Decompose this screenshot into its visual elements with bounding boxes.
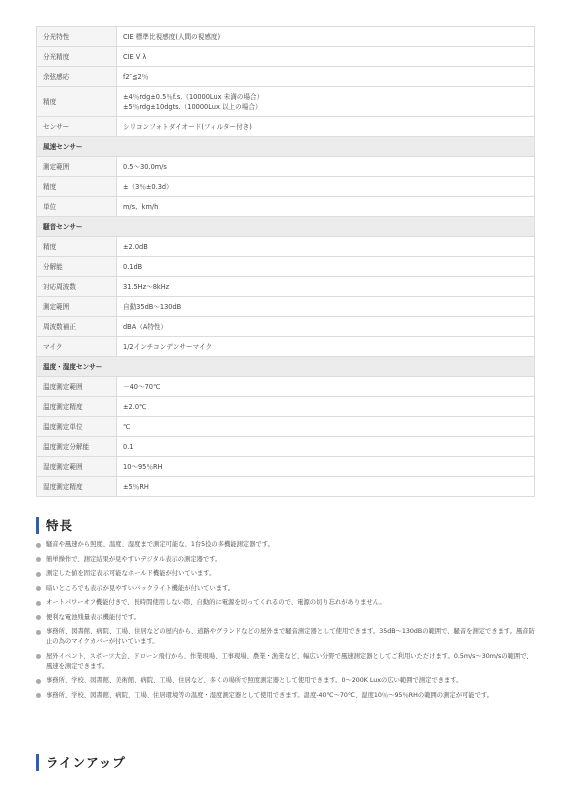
spec-value-line: ±5％RH (123, 482, 149, 491)
feature-item (36, 676, 536, 686)
features-list (36, 540, 536, 705)
spec-value (117, 337, 535, 357)
bullet-icon (36, 572, 41, 577)
spec-label: 精度 (37, 177, 117, 197)
spec-row (37, 47, 535, 67)
spec-row (37, 417, 535, 437)
spec-value-line: f2″≦2％ (123, 72, 149, 81)
spec-label: マイク (37, 337, 117, 357)
spec-value-line: ±2.0℃ (123, 402, 147, 411)
spec-value (117, 197, 535, 217)
spec-label: 余弦感応 (37, 67, 117, 87)
feature-item (36, 613, 536, 623)
feature-text: 事務所、学校、図書館、美術館、病院、工場、住居など、多くの場所で照度測定器として使用できます。0～200K Luxの広い範囲で測定できます。 (46, 677, 463, 684)
spec-row (37, 157, 535, 177)
bullet-icon (36, 557, 41, 562)
spec-table (36, 26, 535, 497)
bullet-icon (36, 586, 41, 591)
spec-label: センサー (37, 117, 117, 137)
feature-item (36, 584, 536, 594)
spec-value (117, 67, 535, 87)
spec-label: 湿度測定範囲 (37, 457, 117, 477)
spec-value (117, 27, 535, 47)
spec-value (117, 157, 535, 177)
spec-section-title: 温度・湿度センサー (37, 357, 535, 377)
spec-value (117, 377, 535, 397)
feature-text: 暗いところでも表示が見やすいバックライト機能が付いています。 (46, 584, 235, 592)
spec-row (37, 277, 535, 297)
spec-value (117, 237, 535, 257)
spec-value (117, 87, 535, 117)
spec-value-line: ±（3％±0.3d） (123, 182, 173, 191)
spec-value-line: 10～95％RH (123, 462, 163, 471)
spec-value-line: 自動35dB～130dB (123, 302, 182, 311)
feature-text: 便利な電池残量表示機能付です。 (46, 613, 140, 621)
spec-value-line: 0.5～30.0m/s (123, 162, 167, 171)
spec-value-line: ℃ (123, 422, 131, 431)
feature-text: 簡単操作で、測定結果が見やすいデジタル表示の測定器です。 (46, 555, 222, 563)
spec-value (117, 297, 535, 317)
spec-section-header (37, 217, 535, 237)
spec-row (37, 197, 535, 217)
spec-label: 測定範囲 (37, 297, 117, 317)
spec-label: 測定範囲 (37, 157, 117, 177)
spec-label: 分解能 (37, 257, 117, 277)
spec-label: 湿度測定精度 (37, 477, 117, 497)
spec-value (117, 417, 535, 437)
spec-label: 分光精度 (37, 47, 117, 67)
spec-value-line: 31.5Hz～8kHz (123, 282, 170, 291)
spec-value-line: m/s、km/h (123, 202, 159, 211)
spec-value (117, 437, 535, 457)
spec-label: 精度 (37, 237, 117, 257)
feature-item (36, 569, 536, 579)
feature-item (36, 627, 536, 647)
spec-row (37, 27, 535, 47)
spec-label: 温度測定分解能 (37, 437, 117, 457)
spec-label: 単位 (37, 197, 117, 217)
spec-section-title: 騒音センサー (37, 217, 535, 237)
heading-accent-bar (36, 754, 39, 771)
spec-section-header (37, 357, 535, 377)
feature-text: 騒音や風速から照度、温度、湿度まで測定可能な、1台5役の多機能測定器です。 (46, 541, 274, 548)
feature-text: 事務所、図書館、病院、工場、住居などの屋内から、道路やグランドなどの屋外まで騒音測定器として使用できます。35dB～130dBの範囲で、騒音を測定できます。風音防止の為のマイクカバーが付いています。 (46, 628, 535, 645)
bullet-icon (36, 615, 41, 620)
spec-value-line: 1/2インチコンデンサーマイク (123, 342, 213, 351)
spec-value (117, 317, 535, 337)
spec-value-line: シリコンフォトダイオード(フィルター付き) (123, 122, 252, 131)
spec-value-line: －40～70℃ (123, 382, 161, 391)
bullet-icon (36, 679, 41, 684)
features-heading (36, 516, 73, 534)
feature-item (36, 652, 536, 672)
spec-row (37, 177, 535, 197)
spec-row (37, 397, 535, 417)
spec-row (37, 337, 535, 357)
spec-value (117, 397, 535, 417)
spec-value-line: 0.1dB (123, 262, 143, 271)
bullet-icon (36, 630, 41, 635)
spec-label: 精度 (37, 87, 117, 117)
spec-label: 温度測定単位 (37, 417, 117, 437)
spec-value (117, 477, 535, 497)
bullet-icon (36, 693, 41, 698)
spec-value-line: ±4％rdg±0.5％f.s.（10000Lux 未満の場合） (123, 92, 264, 101)
feature-text: 測定した値を固定表示可能なホールド機能が付いています。 (46, 570, 216, 577)
spec-label: 温度測定精度 (37, 397, 117, 417)
heading-accent-bar (36, 517, 39, 534)
spec-row (37, 67, 535, 87)
spec-section-title: 風速センサー (37, 137, 535, 157)
spec-row (37, 237, 535, 257)
spec-label: 分光特性 (37, 27, 117, 47)
spec-value-line: dBA（A特性） (123, 322, 168, 331)
spec-row (37, 297, 535, 317)
spec-row (37, 377, 535, 397)
spec-value (117, 257, 535, 277)
spec-value-line: 0.1 (123, 442, 134, 451)
spec-value-line: ±5％rdg±10dgts.（10000Lux 以上の場合） (123, 102, 262, 111)
spec-row (37, 117, 535, 137)
spec-value (117, 457, 535, 477)
feature-item (36, 691, 536, 701)
bullet-icon (36, 601, 41, 606)
features-title: 特長 (46, 518, 74, 533)
spec-row (37, 457, 535, 477)
spec-row (37, 437, 535, 457)
spec-value (117, 117, 535, 137)
feature-text: オートパワーオフ機能付きで、長時間使用しない際、自動的に電源を切ってくれるので、電源の切り忘れがありません。 (46, 599, 386, 606)
lineup-title: ラインアップ (46, 755, 126, 770)
bullet-icon (36, 543, 41, 548)
spec-row (37, 477, 535, 497)
spec-label: 温度測定範囲 (37, 377, 117, 397)
spec-row (37, 87, 535, 117)
spec-value-line: CIE 標準比視感度(人間の視感度) (123, 32, 221, 41)
feature-item (36, 555, 536, 565)
spec-row (37, 317, 535, 337)
spec-label: 対応周波数 (37, 277, 117, 297)
spec-value (117, 277, 535, 297)
feature-item (36, 540, 536, 550)
spec-value-line: ±2.0dB (123, 242, 148, 251)
feature-text: 屋外イベント、スポーツ大会、ドローン飛行から、作業現場、工事現場、農業・漁業など、幅広い分野で風速測定器としてご利用いただけます。0.5m/s～30m/sの範囲で、風速を測定できます。 (46, 652, 533, 670)
spec-section-header (37, 137, 535, 157)
feature-text: 事務所、学校、図書館、病院、工場、住居環境等の温度・湿度測定器として使用できます。温度-40℃～70℃、湿度10％～95％RHの範囲の測定が可能です。 (46, 691, 493, 699)
spec-value (117, 177, 535, 197)
spec-value (117, 47, 535, 67)
bullet-icon (36, 654, 41, 659)
spec-label: 周波数補正 (37, 317, 117, 337)
spec-row (37, 257, 535, 277)
feature-item (36, 598, 536, 608)
spec-value-line: CIE V λ (123, 52, 147, 61)
lineup-heading (36, 753, 126, 771)
